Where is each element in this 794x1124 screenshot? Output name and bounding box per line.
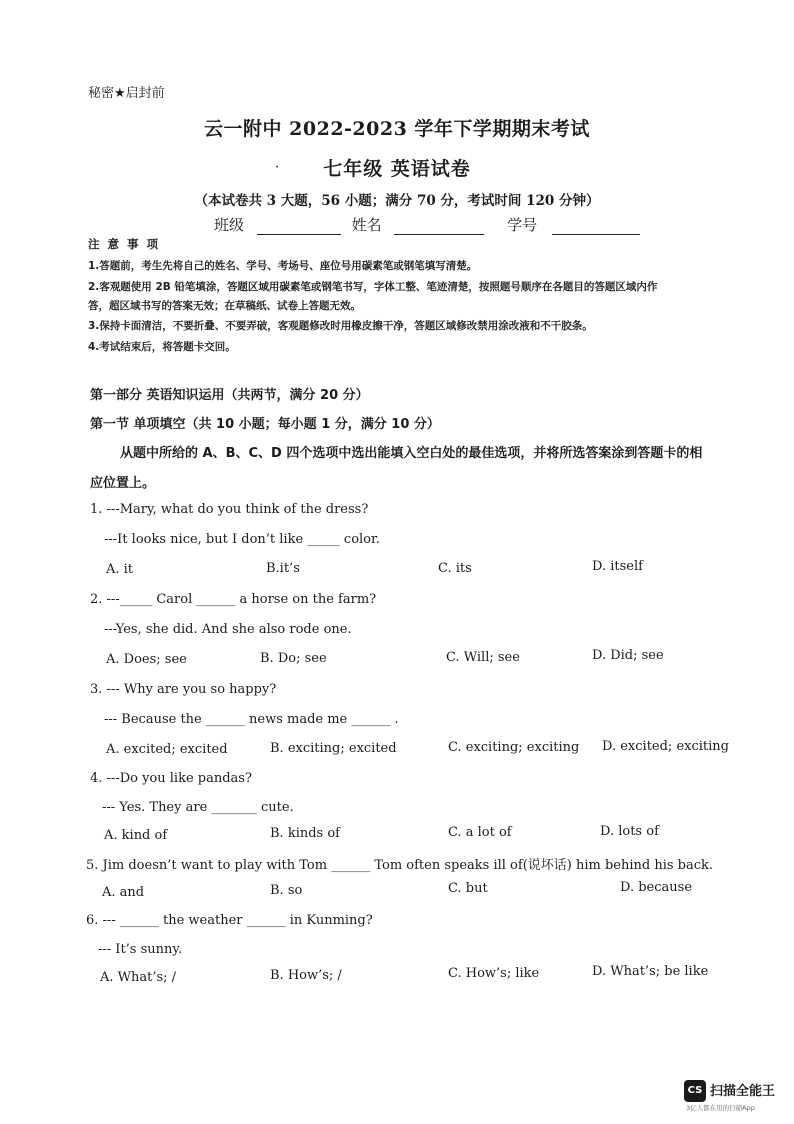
question-line: ---It looks nice, but I don’t like _____ color.	[104, 532, 380, 547]
id-blank[interactable]	[552, 218, 640, 235]
option-b: B.it’s	[266, 561, 300, 576]
option-d: D. Did; see	[592, 648, 664, 663]
option-b: B. so	[270, 883, 303, 898]
instruction-line: 应位置上。	[90, 476, 156, 491]
id-label: 学号	[507, 216, 538, 234]
option-a: A. What’s; /	[100, 970, 177, 985]
class-label: 班级	[214, 216, 245, 234]
exam-subtitle: 七年级 英语试卷	[323, 158, 471, 180]
option-c: C. but	[448, 881, 488, 896]
option-b: B. Do; see	[260, 651, 327, 666]
instruction-line: 从题中所给的 A、B、C、D 四个选项中选出能填入空白处的最佳选项，并将所选答案涂到答题卡的相	[120, 446, 703, 461]
exam-title: 云一附中 2022-2023 学年下学期期末考试	[204, 118, 590, 140]
option-d: D. excited; exciting	[602, 739, 729, 754]
option-c: C. Will; see	[446, 650, 520, 665]
option-b: B. How’s; /	[270, 968, 342, 983]
option-d: D. What’s; be like	[592, 964, 709, 979]
option-a: A. it	[106, 562, 134, 577]
question-line: --- It’s sunny.	[98, 942, 183, 957]
option-c: C. exciting; exciting	[448, 740, 580, 755]
option-c: C. a lot of	[448, 825, 512, 840]
notice-item: 答，超区域书写的答案无效；在草稿纸、试卷上答题无效。	[88, 300, 361, 312]
notice-item: 3.保持卡面清洁，不要折叠、不要弄破，客观题修改时用橡皮擦干净，答题区域修改禁用涂改液和不干胶条。	[88, 320, 593, 332]
option-b: B. exciting; excited	[270, 741, 397, 756]
question-stem: 1. ---Mary, what do you think of the dress?	[90, 502, 369, 517]
section-title: 第一节 单项填空（共 10 小题；每小题 1 分，满分 10 分）	[90, 417, 440, 432]
option-a: A. kind of	[104, 828, 168, 843]
option-c: C. How’s; like	[448, 966, 540, 981]
student-fields	[214, 214, 640, 235]
notice-title: 注 意 事 项	[88, 237, 161, 251]
notice-item: 1.答题前，考生先将自己的姓名、学号、考场号、座位号用碳素笔或钢笔填写清楚。	[88, 260, 478, 272]
notice-item: 2.客观题使用 2B 铅笔填涂，答题区域用碳素笔或钢笔书写，字体工整、笔迹清楚，按照题号顺序在各题目的答题区域内作	[88, 281, 658, 293]
question-stem: 4. ---Do you like pandas?	[90, 771, 252, 786]
option-d: D. because	[620, 880, 693, 895]
name-blank[interactable]	[394, 218, 484, 235]
option-c: C. its	[438, 561, 472, 576]
question-stem: 2. ---_____ Carol ______ a horse on the farm?	[90, 592, 377, 607]
option-b: B. kinds of	[270, 826, 340, 841]
notice-item: 4.考试结束后，将答题卡交回。	[88, 341, 236, 353]
question-line: --- Because the ______ news made me ______ .	[104, 712, 399, 727]
stray-dot: ·	[275, 160, 280, 175]
question-stem: 6. --- ______ the weather ______ in Kunming?	[86, 913, 373, 928]
camscanner-logo-text: 扫描全能王	[710, 1084, 776, 1099]
option-a: A. and	[102, 885, 145, 900]
option-a: A. excited; excited	[106, 742, 228, 757]
part-title: 第一部分 英语知识运用（共两节，满分 20 分）	[90, 388, 369, 403]
exam-info: （本试卷共 3 大题，56 小题；满分 70 分，考试时间 120 分钟）	[194, 193, 600, 209]
option-a: A. Does; see	[106, 652, 187, 667]
name-label: 姓名	[351, 216, 382, 234]
question-line: ---Yes, she did. And she also rode one.	[104, 622, 352, 637]
camscanner-logo-icon: CS	[684, 1080, 706, 1102]
question-stem: 3. --- Why are you so happy?	[90, 682, 277, 697]
option-d: D. lots of	[600, 824, 659, 839]
confidential-mark: 秘密★启封前	[88, 86, 165, 101]
question-line: --- Yes. They are _______ cute.	[102, 800, 294, 815]
camscanner-tagline: 3亿人都在用的扫描App	[686, 1104, 755, 1112]
class-blank[interactable]	[257, 218, 341, 235]
option-d: D. itself	[592, 559, 643, 574]
question-stem: 5. Jim doesn’t want to play with Tom ______ Tom often speaks ill of(说坏话) him behind his back.	[86, 858, 714, 873]
